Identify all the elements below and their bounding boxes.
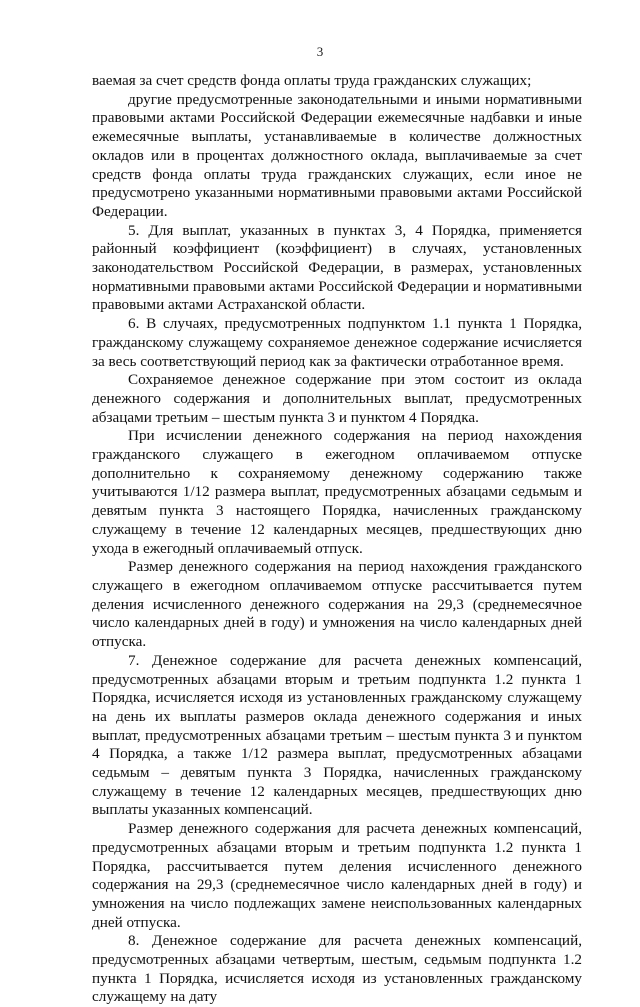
paragraph-item-8: 8. Денежное содержание для расчета денежных компенсаций, предусмотренных абзацами четвертым, шестым, седьмым подпункта 1.2 пункта 1 Порядка, исчисляется исходя из установленных гражданскому служащему на дату [92,932,582,1006]
paragraph-continuation: ваемая за счет средств фонда оплаты труда гражданских служащих; [92,72,532,89]
paragraph-item-5: 5. Для выплат, указанных в пунктах 3, 4 Порядка, применяется районный коэффициент (коэффициент) в случаях, установленных законодательством Российской Федерации, в размерах, установленных нормативными правовыми актами Российской Федерации и нормативными правовыми актами Астраханской области. [92,221,582,314]
paragraph-other-payments: другие предусмотренные законодательными и иными нормативными правовыми актами Российской Федерации ежемесячные надбавки и иные ежемесячные выплаты, устанавливаемые в количестве должностных окладов или в процентах должностного оклада, выплачиваемые за счет средств фонда оплаты труда гражданских служащих, если иное не предусмотрено указанными нормативными правовыми актами Российской Федерации. [92,90,582,220]
paragraph-item-6: 6. В случаях, предусмотренных подпунктом 1.1 пункта 1 Порядка, гражданскому служащему сохраняемое денежное содержание исчисляется за весь соответствующий период как за фактически отработанное время. [92,315,582,370]
document-body [92,72,582,1007]
paragraph-compensation-size: Размер денежного содержания для расчета денежных компенсаций, предусмотренных абзацами вторым и третьим подпункта 1.2 пункта 1 Порядка, рассчитывается путем деления исчисленного денежного содержания на 29,3 (среднемесячное число календарных дней в году) и умножения на число подлежащих замене неиспользованных календарных дней отпуска. [92,820,582,931]
paragraph-vacation-size: Размер денежного содержания на период нахождения гражданского служащего в ежегодном оплачиваемом отпуске рассчитывается путем деления исчисленного денежного содержания на 29,3 (среднемесячное число календарных дней в году) и умножения на число календарных дней отпуска. [92,558,582,651]
paragraph-item-7: 7. Денежное содержание для расчета денежных компенсаций, предусмотренных абзацами вторым и третьим подпункта 1.2 пункта 1 Порядка, исчисляется исходя из установленных гражданскому служащему на день их выплаты размеров оклада денежного содержания и иных выплат, предусмотренных абзацами третьим – шестым пункта 3 и пунктом 4 Порядка, а также 1/12 размера выплат, предусмотренных абзацами седьмым – девятым пункта 3 Порядка, начисленных гражданскому служащему в течение 12 календарных месяцев, предшествующих дню выплаты указанных компенсаций. [92,651,582,819]
page-number: 3 [316,44,324,59]
paragraph-retained-salary: Сохраняемое денежное содержание при этом состоит из оклада денежного содержания и дополнительных выплат, предусмотренных абзацами третьим – шестым пункта 3 и пунктом 4 Порядка. [92,371,582,426]
paragraph-vacation-calculation: При исчислении денежного содержания на период нахождения гражданского служащего в ежегодном оплачиваемом отпуске дополнительно к сохраняемому денежному содержанию также учитываются 1/12 размера выплат, предусмотренных абзацами седьмым и девятым пункта 3 настоящего Порядка, начисленных гражданскому служащему в течение 12 календарных месяцев, предшествующих дню ухода в ежегодный оплачиваемый отпуск. [92,427,582,557]
